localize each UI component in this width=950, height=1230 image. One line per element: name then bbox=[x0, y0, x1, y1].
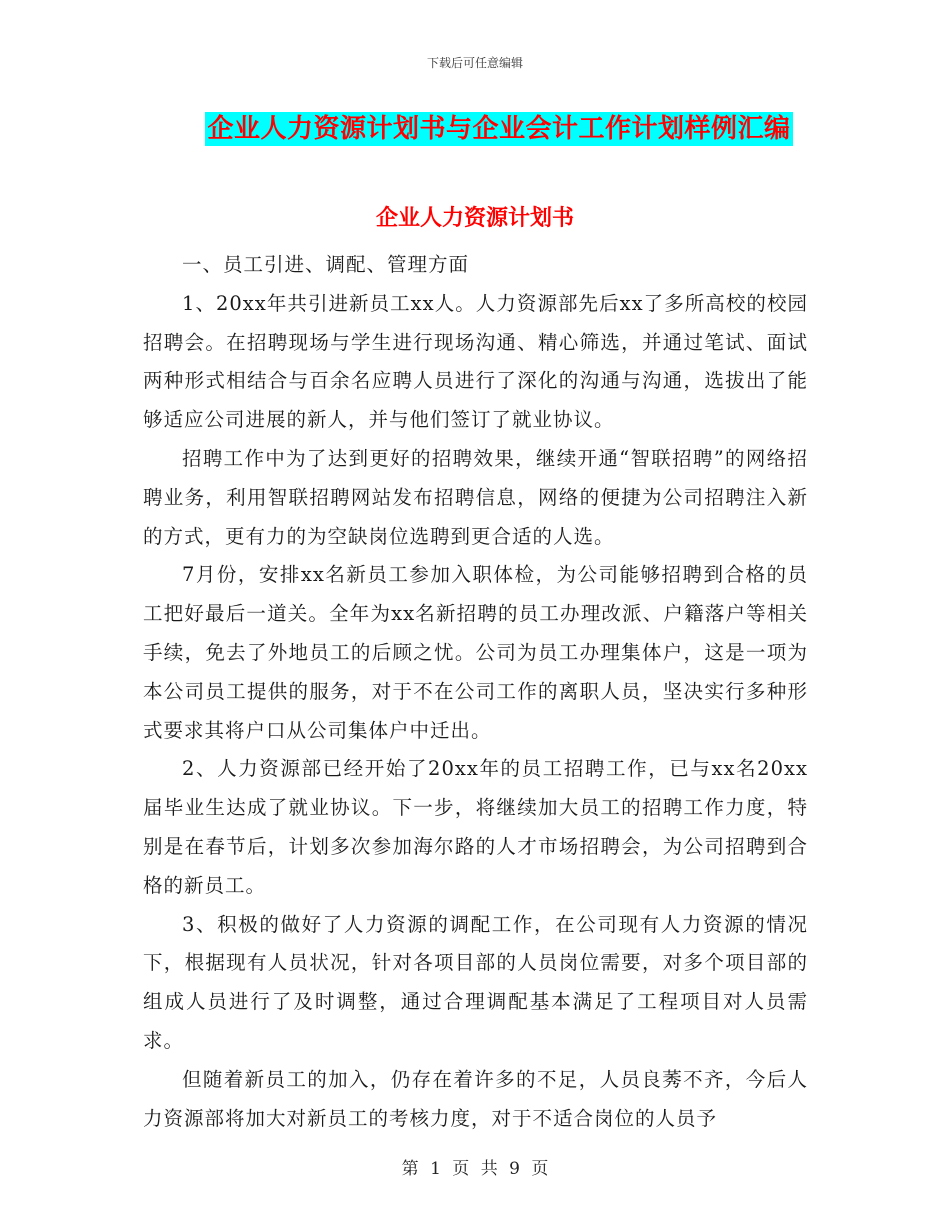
paragraph: 2、人力资源部已经开始了20xx年的员工招聘工作，已与xx名20xx届毕业生达成了就业协议。下一步，将继续加大员工的招聘工作力度，特别是在春节后，计划多次参加海尔路的人才市场招聘会，为公司招聘到合格的新员工。 bbox=[143, 757, 808, 897]
main-title: 企业人力资源计划书与企业会计工作计划样例汇编 bbox=[207, 114, 791, 144]
main-title-container bbox=[0, 112, 950, 146]
paragraph: 3、积极的做好了人力资源的调配工作，在公司现有人力资源的情况下，根据现有人员状况，针对各项目部的人员岗位需要，对多个项目部的组成人员进行了及时调整，通过合理调配基本满足了工程项目对人员需求。 bbox=[143, 912, 808, 1052]
paragraph: 1、20xx年共引进新员工xx人。人力资源部先后xx了多所高校的校园招聘会。在招聘现场与学生进行现场沟通、精心筛选，并通过笔试、面试两种形式相结合与百余名应聘人员进行了深化的沟通与沟通，选拔出了能够适应公司进展的新人，并与他们签订了就业协议。 bbox=[143, 291, 808, 432]
paragraph: 但随着新员工的加入，仍存在着许多的不足，人员良莠不齐，今后人力资源部将加大对新员工的考核力度，对于不适合岗位的人员予 bbox=[143, 1067, 808, 1130]
paragraph-heading: 一、员工引进、调配、管理方面 bbox=[182, 253, 470, 276]
paragraph: 7月份，安排xx名新员工参加入职体检，为公司能够招聘到合格的员工把好最后一道关。全年为xx名新招聘的员工办理改派、户籍落户等相关手续，免去了外地员工的后顾之忧。公司为员工办理集体户，这是一项为本公司员工提供的服务，对于不在公司工作的离职人员，坚决实行多种形式要求其将户口从公司集体户中迁出。 bbox=[143, 563, 808, 742]
header-note: 下载后可任意编辑 bbox=[426, 56, 523, 70]
body-content bbox=[143, 246, 808, 1138]
paragraph: 招聘工作中为了达到更好的招聘效果，继续开通“智联招聘”的网络招聘业务，利用智联招聘网站发布招聘信息，网络的便捷为公司招聘注入新的方式，更有力的为空缺岗位选聘到更合适的人选。 bbox=[143, 446, 808, 548]
page-footer: 第 1 页 共 9 页 bbox=[401, 1159, 549, 1179]
section-title: 企业人力资源计划书 bbox=[375, 205, 574, 231]
